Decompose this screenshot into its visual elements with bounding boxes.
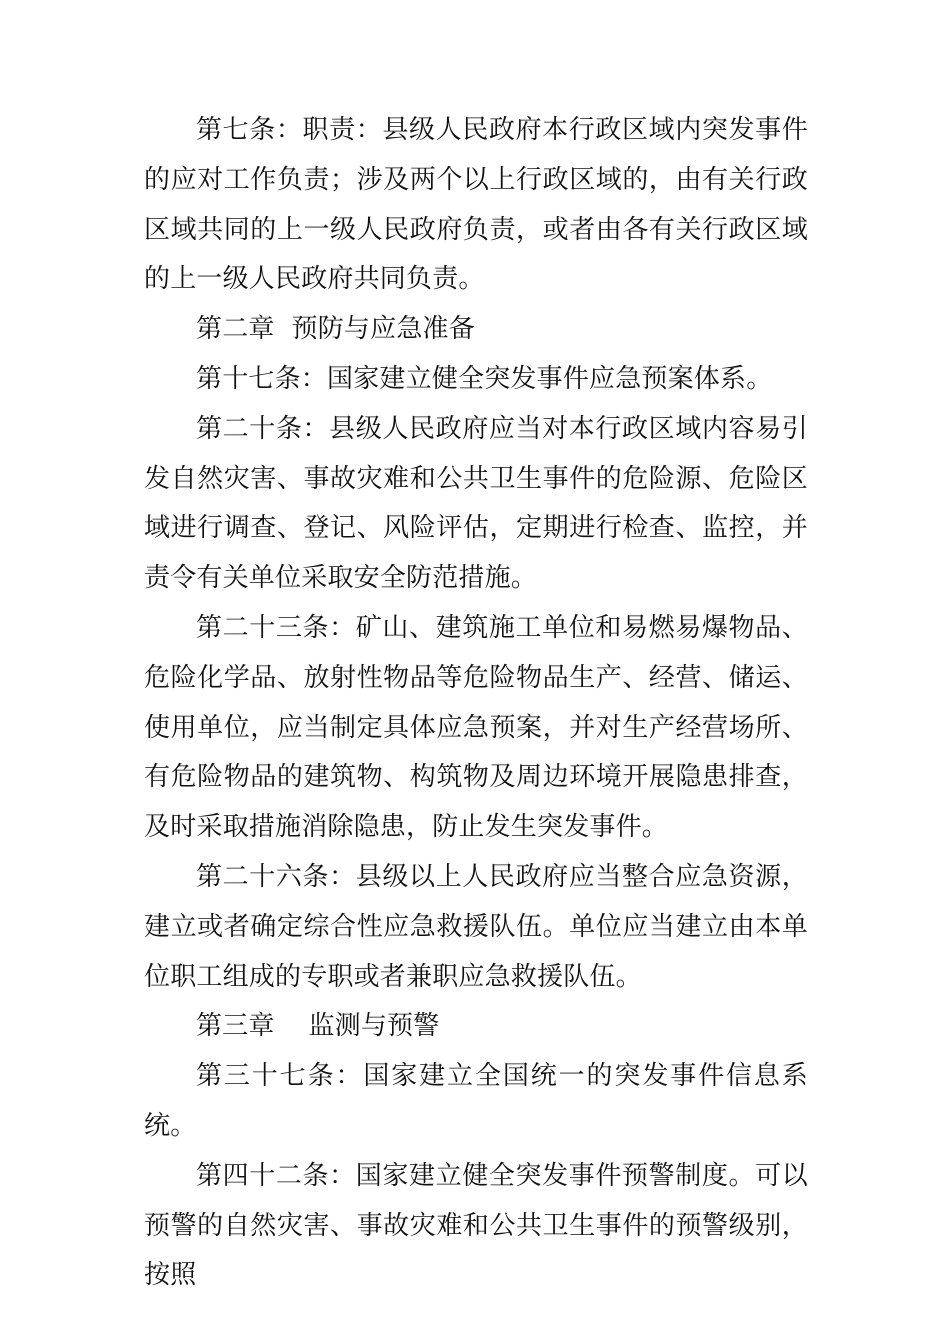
article-7-paragraph: 第七条：职责：县级人民政府本行政区域内突发事件的应对工作负责；涉及两个以上行政区域的，由有关行政区域共同的上一级人民政府负责，或者由各有关行政区域的上一级人民政府共同负责。 [144,115,808,295]
article-17-paragraph: 第十七条：国家建立健全突发事件应急预案体系。 [196,363,773,394]
article-42-paragraph: 第四十二条：国家建立健全突发事件预警制度。可以预警的自然灾害、事故灾难和公共卫生事件的预警级别，按照 [144,1160,808,1291]
document-body [144,106,808,1301]
article-26-paragraph: 第二十六条：县级以上人民政府应当整合应急资源，建立或者确定综合性应急救援队伍。单位应当建立由本单位职工组成的专职或者兼职应急救援队伍。 [144,861,808,992]
article-37-paragraph: 第三十七条：国家建立全国统一的突发事件信息系统。 [144,1061,808,1141]
article-20-paragraph: 第二十条：县级人民政府应当对本行政区域内容易引发自然灾害、事故灾难和公共卫生事件的危险源、危险区域进行调查、登记、风险评估，定期进行检查、监控，并责令有关单位采取安全防范措施。 [144,413,808,594]
article-23-paragraph: 第二十三条：矿山、建筑施工单位和易燃易爆物品、危险化学品、放射性物品等危险物品生产、经营、储运、使用单位，应当制定具体应急预案，并对生产经营场所、有危险物品的建筑物、构筑物及周边环境开展隐患排查，及时采取措施消除隐患，防止发生突发事件。 [144,612,808,843]
chapter-2-heading: 第二章 预防与应急准备 [196,314,475,345]
chapter-3-heading: 第三章 监测与预警 [196,1011,440,1042]
